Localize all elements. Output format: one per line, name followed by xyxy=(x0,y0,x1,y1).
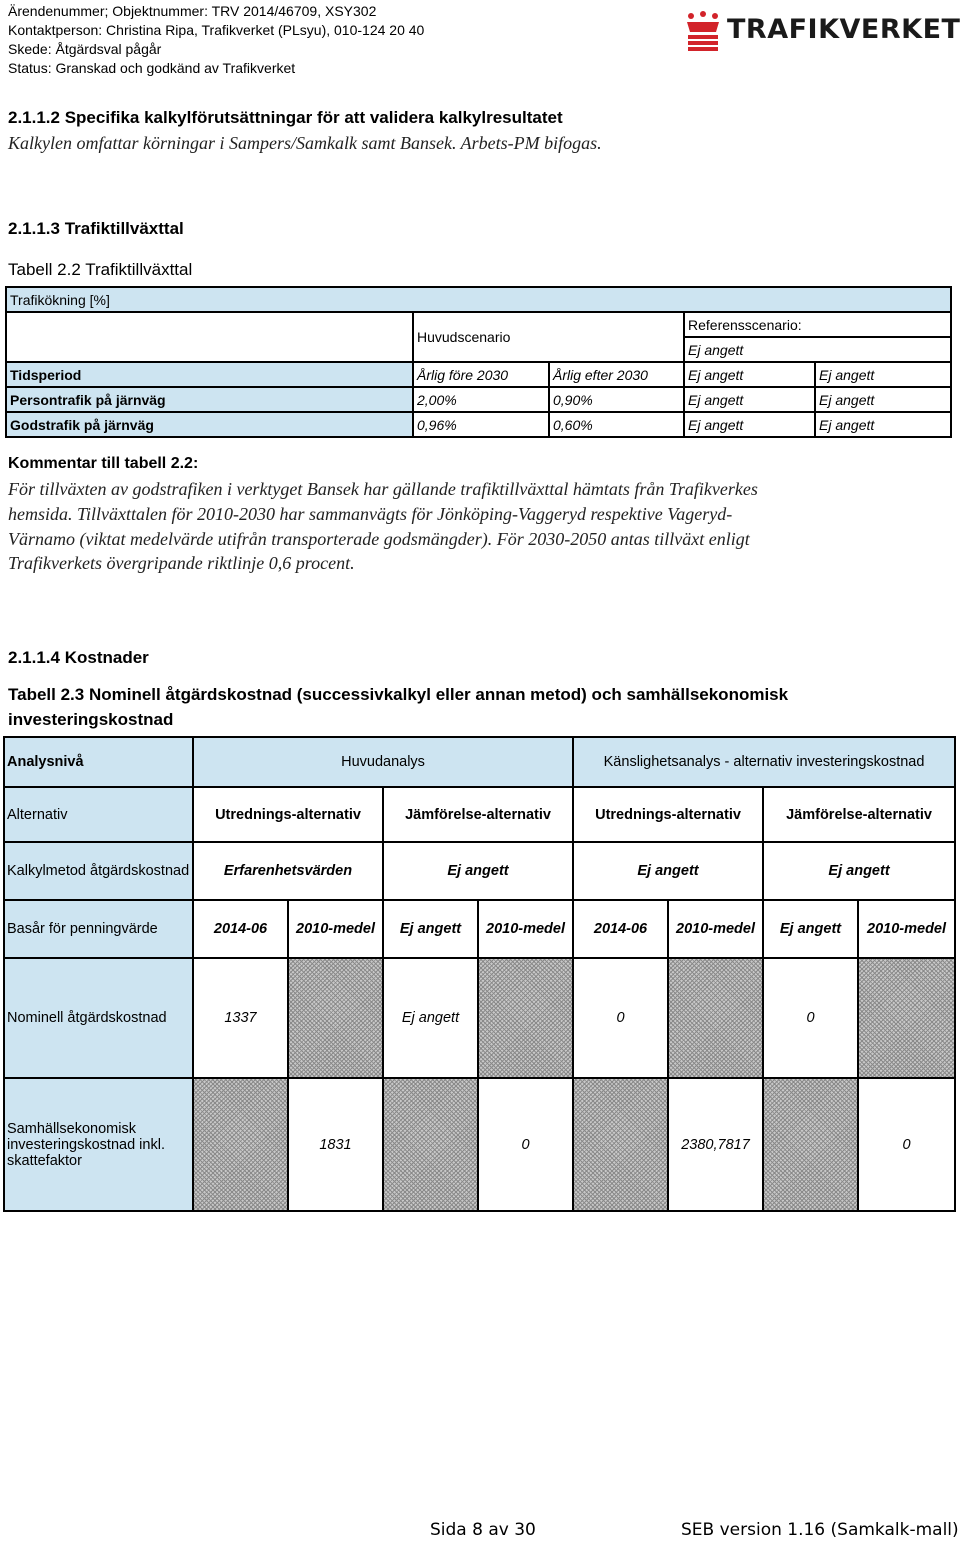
cell: Årlig före 2030 xyxy=(413,362,549,387)
footer-version: SEB version 1.16 (Samkalk-mall) xyxy=(681,1520,959,1540)
empty-cell xyxy=(6,312,413,362)
referensscenario-value: Ej angett xyxy=(684,337,951,362)
cell: Ej angett xyxy=(815,387,951,412)
table-2-3-title-cont: investeringskostnad xyxy=(8,710,174,729)
hatched-cell xyxy=(858,958,955,1078)
samhall-cell: 0 xyxy=(858,1078,955,1211)
cell: Årlig efter 2030 xyxy=(549,362,684,387)
row-label: Persontrafik på järnväg xyxy=(6,387,413,412)
metod-cell: Erfarenhetsvärden xyxy=(193,842,383,900)
cell: Ej angett xyxy=(684,362,815,387)
nominell-cell: Ej angett xyxy=(383,958,478,1078)
comment-line: hemsida. Tillväxttalen för 2010-2030 har sammanvägts för Jönköping-Vaggeryd respektive Vageryd- xyxy=(8,504,733,524)
header-case-number: Ärendenummer; Objektnummer: TRV 2014/46709, XSY302 xyxy=(8,3,377,19)
logo-text: TRAFIKVERKET xyxy=(727,14,960,45)
huvudscenario-header: Huvudscenario xyxy=(413,312,684,362)
basar-cell: 2014-06 xyxy=(573,900,668,958)
analysniva-label: Analysnivå xyxy=(4,737,193,787)
metod-cell: Ej angett xyxy=(383,842,573,900)
basar-cell: 2010-medel xyxy=(668,900,763,958)
hatched-cell xyxy=(573,1078,668,1211)
table-caption: Trafikökning [%] xyxy=(6,287,951,312)
traffic-growth-table xyxy=(5,286,952,438)
basar-cell: 2010-medel xyxy=(288,900,383,958)
hatched-cell xyxy=(763,1078,858,1211)
referensscenario-header: Referensscenario: xyxy=(684,312,951,337)
header-status: Status: Granskad och godkänd av Trafikverket xyxy=(8,60,296,76)
trafikverket-logo xyxy=(683,8,960,58)
footer-page-number: Sida 8 av 30 xyxy=(430,1520,536,1540)
section-heading-2-1-1-3: 2.1.1.3 Trafiktillväxttal xyxy=(8,219,184,238)
crown-icon xyxy=(683,10,723,56)
nominell-label: Nominell åtgärdskostnad xyxy=(4,958,193,1078)
basar-cell: Ej angett xyxy=(383,900,478,958)
basar-cell: 2014-06 xyxy=(193,900,288,958)
hatched-cell xyxy=(193,1078,288,1211)
samhall-label: Samhällsekonomisk investeringskostnad inkl. skattefaktor xyxy=(4,1078,193,1211)
hatched-cell xyxy=(288,958,383,1078)
cost-table xyxy=(3,736,956,1212)
alternativ-label: Alternativ xyxy=(4,787,193,842)
table-2-2-title: Tabell 2.2 Trafiktillväxttal xyxy=(8,260,193,279)
basar-cell: 2010-medel xyxy=(478,900,573,958)
cell: Ej angett xyxy=(684,387,815,412)
cell: 0,60% xyxy=(549,412,684,437)
nominell-cell: 1337 xyxy=(193,958,288,1078)
basar-cell: 2010-medel xyxy=(858,900,955,958)
kanslighet-header: Känslighetsanalys - alternativ investeringskostnad xyxy=(573,737,955,787)
hatched-cell xyxy=(478,958,573,1078)
samhall-cell: 2380,7817 xyxy=(668,1078,763,1211)
alt-header: Jämförelse-alternativ xyxy=(763,787,955,842)
hatched-cell xyxy=(383,1078,478,1211)
metod-cell: Ej angett xyxy=(763,842,955,900)
row-label: Godstrafik på järnväg xyxy=(6,412,413,437)
metod-cell: Ej angett xyxy=(573,842,763,900)
section-heading-2-1-1-2: 2.1.1.2 Specifika kalkylförutsättningar för att validera kalkylresultatet xyxy=(8,108,563,127)
alt-header: Utrednings-alternativ xyxy=(193,787,383,842)
nominell-cell: 0 xyxy=(763,958,858,1078)
samhall-cell: 0 xyxy=(478,1078,573,1211)
cell: Ej angett xyxy=(815,362,951,387)
row-label: Tidsperiod xyxy=(6,362,413,387)
nominell-cell: 0 xyxy=(573,958,668,1078)
comment-line: Värnamo (viktat medelvärde utifrån transporterade godsmängder). För 2030-2050 antas tillväxt enligt xyxy=(8,529,750,549)
kalkylmetod-label: Kalkylmetod åtgärdskostnad xyxy=(4,842,193,900)
header-contact: Kontaktperson: Christina Ripa, Trafikverket (PLsyu), 010-124 20 40 xyxy=(8,22,425,38)
cell: 2,00% xyxy=(413,387,549,412)
header-stage: Skede: Åtgärdsval pågår xyxy=(8,41,162,57)
alt-header: Jämförelse-alternativ xyxy=(383,787,573,842)
cell: 0,90% xyxy=(549,387,684,412)
cell: Ej angett xyxy=(684,412,815,437)
cell: Ej angett xyxy=(815,412,951,437)
table-2-3-title: Tabell 2.3 Nominell åtgärdskostnad (successivkalkyl eller annan metod) och samhällsekonomisk xyxy=(8,685,789,704)
comment-line: Trafikverkets övergripande riktlinje 0,6 procent. xyxy=(8,553,355,573)
alt-header: Utrednings-alternativ xyxy=(573,787,763,842)
basar-label: Basår för penningvärde xyxy=(4,900,193,958)
section-heading-2-1-1-4: 2.1.1.4 Kostnader xyxy=(8,648,149,667)
huvudanalys-header: Huvudanalys xyxy=(193,737,573,787)
hatched-cell xyxy=(668,958,763,1078)
comment-heading: Kommentar till tabell 2.2: xyxy=(8,455,199,472)
comment-line: För tillväxten av godstrafiken i verktyget Bansek har gällande trafiktillväxttal hämtats från Trafikverkes xyxy=(8,479,758,499)
cell: 0,96% xyxy=(413,412,549,437)
basar-cell: Ej angett xyxy=(763,900,858,958)
samhall-cell: 1831 xyxy=(288,1078,383,1211)
section-text-2-1-1-2: Kalkylen omfattar körningar i Sampers/Samkalk samt Bansek. Arbets-PM bifogas. xyxy=(8,133,602,153)
